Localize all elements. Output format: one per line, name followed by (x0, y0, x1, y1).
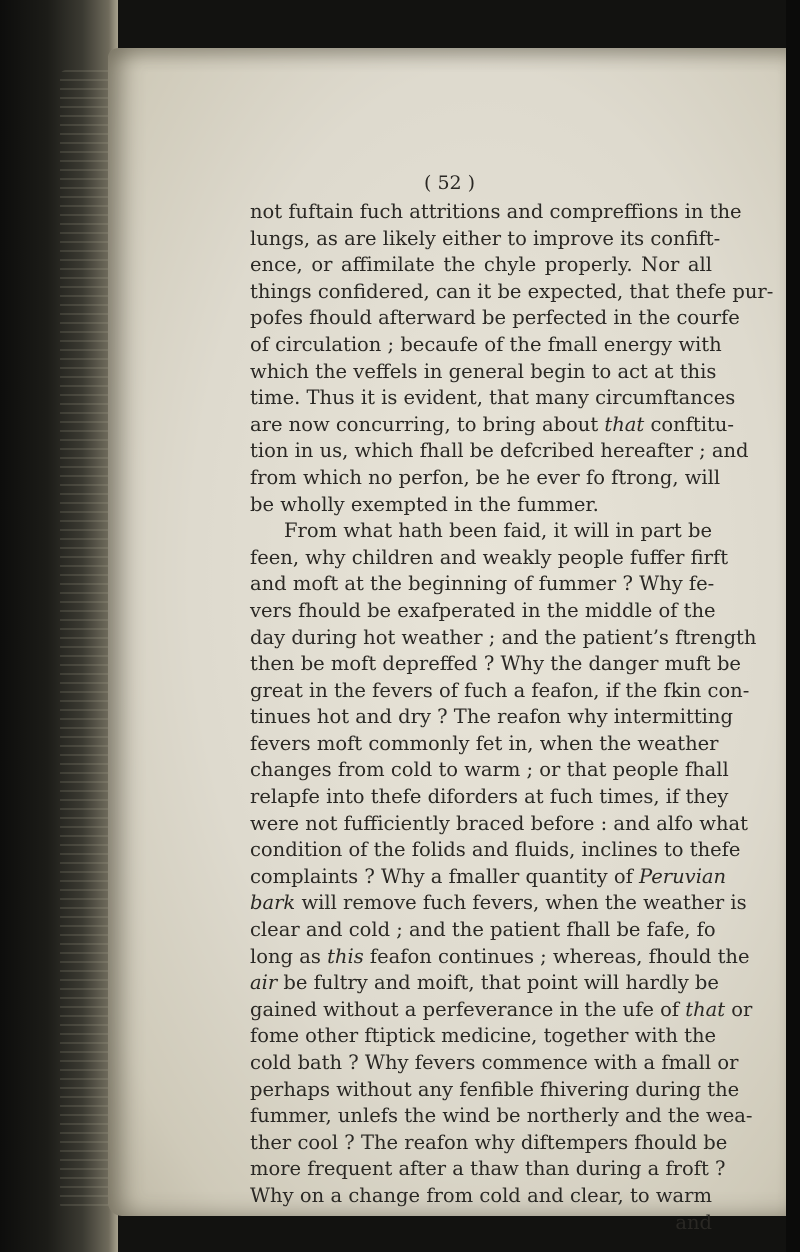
text-fragment: complaints ? Why a fmaller quantity of (250, 864, 640, 888)
text-fragment: then be moft depreffed ? Why the danger muft be (250, 652, 741, 676)
text-fragment: will remove fuch fevers, when the weather is (295, 891, 747, 915)
text-line (250, 332, 722, 359)
text-fragment: lungs, as are likely either to improve its confift- (250, 226, 721, 250)
text-fragment: which the veffels in general begin to act at this (250, 359, 717, 383)
text-fragment: condition of the folids and fluids, inclines to thefe (250, 838, 741, 862)
text-line (250, 1103, 753, 1130)
italic-text: that (685, 997, 726, 1021)
text-line (250, 571, 715, 598)
text-fragment: vers fhould be exafperated in the middle of the (250, 598, 716, 622)
text-fragment: things confidered, can it be expected, that thefe pur- (250, 279, 774, 303)
text-fragment: From what hath been faid, it will in part be (284, 519, 712, 543)
text-fragment: gained without a perfeverance in the ufe of (250, 997, 686, 1021)
text-fragment: tion in us, which fhall be defcribed hereafter ; and (250, 439, 749, 463)
text-line (250, 731, 719, 758)
text-line (250, 226, 721, 253)
body-text (250, 199, 774, 1236)
text-line (250, 890, 747, 917)
text-line (250, 465, 721, 492)
text-fragment: tinues hot and dry ? The reafon why intermitting (250, 705, 733, 729)
text-line (250, 545, 729, 572)
italic-text: Peruvian (639, 864, 727, 888)
text-fragment: and moft at the beginning of fummer ? Why fe- (250, 572, 715, 596)
text-line (250, 704, 733, 731)
text-fragment: were not fufficiently braced before : and alfo what (250, 811, 749, 835)
text-line (250, 598, 716, 625)
text-line (250, 385, 736, 412)
text-fragment: ence, or affimilate the chyle properly. Nor all (250, 253, 712, 277)
text-line (250, 1050, 739, 1077)
text-line (250, 518, 712, 545)
text-line (250, 412, 734, 439)
text-line (250, 678, 750, 705)
text-line (250, 784, 729, 811)
text-line (250, 1156, 726, 1183)
text-line (250, 651, 741, 678)
text-fragment: are now concurring, to bring about (250, 412, 605, 436)
text-line (250, 438, 749, 465)
text-line (250, 837, 741, 864)
text-line (250, 359, 717, 386)
text-fragment: relapfe into thefe diforders at fuch times, if they (250, 785, 729, 809)
text-line (250, 1130, 728, 1157)
text-fragment: great in the fevers of fuch a feafon, if the fkin con- (250, 678, 750, 702)
italic-text: that (604, 412, 645, 436)
text-fragment: be fultry and moift, that point will hardly be (277, 971, 719, 995)
text-fragment: be wholly exempted in the fummer. (250, 492, 599, 516)
text-fragment: long as (250, 944, 328, 968)
page-edges (60, 70, 114, 1210)
italic-text: bark (250, 891, 296, 915)
text-line (250, 1183, 712, 1210)
text-fragment: ther cool ? The reafon why diftempers fhould be (250, 1130, 728, 1154)
text-line (250, 492, 712, 519)
text-fragment: fome other ftiptick medicine, together with the (250, 1024, 717, 1048)
text-fragment: pofes fhould afterward be perfected in the courfe (250, 306, 740, 330)
text-fragment: more frequent after a thaw than during a froft ? (250, 1157, 726, 1181)
text-fragment: clear and cold ; and the patient fhall be fafe, fo (250, 918, 716, 942)
text-line (250, 944, 750, 971)
text-line (250, 811, 749, 838)
text-fragment: of circulation ; becaufe of the fmall energy with (250, 332, 722, 356)
text-fragment: fummer, unlefs the wind be northerly and the wea- (250, 1104, 753, 1128)
text-fragment: day during hot weather ; and the patient’s ftrength (250, 625, 757, 649)
paragraph (250, 518, 757, 1209)
text-fragment: feafon continues ; whereas, fhould the (363, 944, 750, 968)
text-line (250, 757, 729, 784)
italic-text: air (250, 971, 278, 995)
text-line (250, 1077, 740, 1104)
text-line (250, 252, 712, 279)
text-fragment: perhaps without any fenfible fhivering during the (250, 1077, 740, 1101)
text-fragment: changes from cold to warm ; or that people fhall (250, 758, 729, 782)
text-fragment: conftitu- (644, 412, 734, 436)
paragraph (250, 199, 774, 518)
text-fragment: Why on a change from cold and clear, to warm (250, 1183, 712, 1207)
book-spine (0, 0, 118, 1252)
text-line (250, 917, 716, 944)
text-line (250, 305, 740, 332)
text-fragment: fevers moft commonly fet in, when the weather (250, 731, 719, 755)
text-line (250, 997, 753, 1024)
text-line (250, 199, 742, 226)
text-line (250, 1023, 717, 1050)
italic-text: this (327, 944, 364, 968)
text-line (250, 970, 719, 997)
text-line (250, 864, 727, 891)
right-edge (786, 0, 800, 1252)
text-fragment: cold bath ? Why fevers commence with a fmall or (250, 1051, 739, 1074)
text-fragment: from which no perfon, be he ever fo ftrong, will (250, 465, 721, 489)
running-head: ( 52 ) (424, 172, 476, 194)
catchword: and (675, 1210, 712, 1234)
text-line (250, 625, 757, 652)
text-line (250, 279, 774, 306)
text-fragment: time. Thus it is evident, that many circumftances (250, 386, 736, 410)
text-fragment: or (725, 997, 753, 1021)
text-fragment: not fuftain fuch attritions and compreffions in the (250, 200, 742, 223)
text-fragment: feen, why children and weakly people fuffer firft (250, 545, 729, 569)
